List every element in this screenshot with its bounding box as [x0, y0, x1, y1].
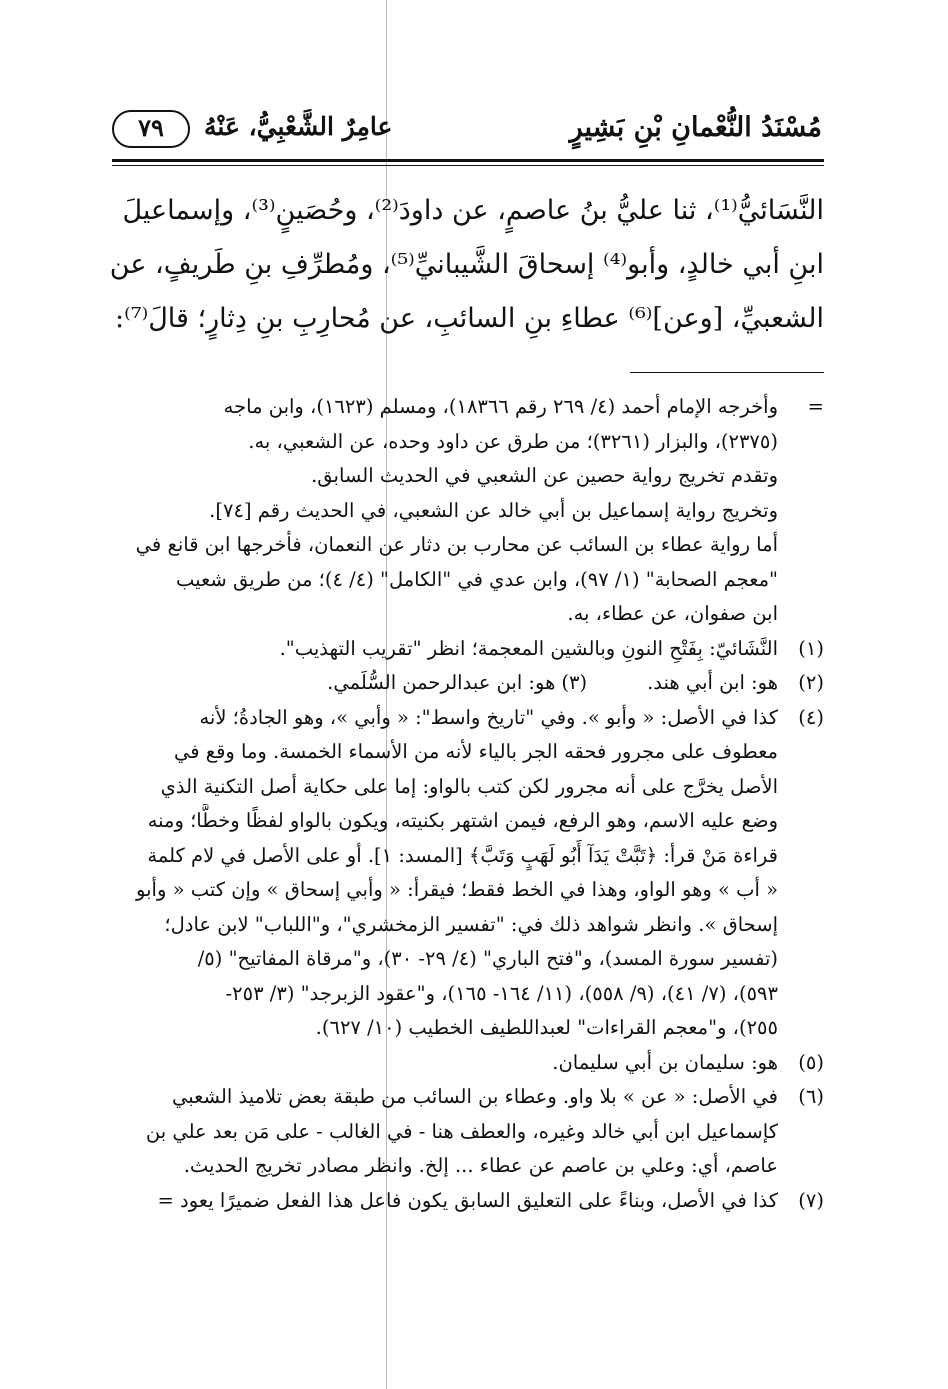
footnote-mark: (٥) — [798, 1050, 824, 1074]
footnote-5 — [112, 1046, 824, 1081]
footnote-line: وأخرجه الإمام أحمد (٤/ ٢٦٩ رقم ١٨٣٦٦)، ومسلم (١٦٢٣)، وابن ماجه — [223, 395, 778, 418]
chapter-title: عامِرٌ الشَّعْبِيُّ، عَنْهُ — [204, 112, 393, 141]
footnote-line: « أب » وهو الواو، وهذا في الخط فقط؛ فيقرأ: « وأبي إسحاق » وإن كتب « وأبو — [136, 878, 778, 901]
footnote-line: في الأصل: « عن » بلا واو. وعطاء بن السائب من طبقة بعض تلاميذ الشعبي — [171, 1085, 778, 1108]
footnote-line: (٢٣٧٥)، والبزار (٣٢٦١)؛ من طرق عن داود وحده، عن الشعبي، به. — [248, 429, 778, 453]
footnote-mark: (٢) — [798, 671, 824, 694]
footnote-separator — [630, 372, 824, 373]
footnote-mark: (٦) — [798, 1085, 824, 1108]
main-text-line: ابنِ أبي خالدٍ، وأبو⁽⁴⁾ إسحاقَ الشَّيبانيِّ⁽⁵⁾، ومُطرِّفِ بنِ طَريفٍ، عن — [109, 249, 824, 280]
footnote-mark: = — [807, 395, 824, 418]
footnote-line: الأصل يخرَّج على أنه مجرور لكن كتب بالواو: إما على حكاية أصل التكنية الذي — [160, 774, 778, 798]
footnote-line: إسحاق ». وانظر شواهد ذلك في: "تفسير الزمخشري"، و"اللباب" لابن عادل؛ — [164, 912, 778, 936]
footnote-7 — [112, 1184, 824, 1219]
footnote-line: ٥٩٣)، (٧/ ٤١)، (٩/ ٥٥٨)، (١١/ ١٦٤- ١٦٥)، و"عقود الزبرجد" (٣/ ٢٥٣- — [225, 981, 778, 1005]
running-header — [112, 100, 822, 162]
footnote-line: وتخريج رواية إسماعيل بن أبي خالد عن الشعبي، في الحديث رقم [٧٤]. — [209, 498, 778, 522]
footnote-line: هو: سليمان بن أبي سليمان. — [552, 1050, 778, 1074]
footnote-mark: (٧) — [798, 1188, 824, 1212]
footnote-line: (تفسير سورة المسد)، و"فتح الباري" (٤/ ٢٩- ٣٠)، و"مرقاة المفاتيح" (٥/ — [197, 947, 778, 970]
footnote-6 — [112, 1080, 824, 1184]
footnote-line: كذا في الأصل، وبناءً على التعليق السابق يكون فاعل هذا الفعل ضميرًا يعود = — [157, 1188, 778, 1212]
footnote-continuation — [112, 390, 824, 632]
footnote-line: ابن صفوان، عن عطاء، به. — [567, 602, 778, 625]
footnote-line: معطوف على مجرور فحقه الجر بالياء لأنه من الأسماء الخمسة. وما وقع في — [173, 740, 778, 763]
footnote-line: ٢٥٥)، و"معجم القراءات" لعبداللطيف الخطيب (١٠/ ٦٢٧). — [315, 1016, 778, 1039]
footnote-2-3 — [112, 666, 824, 701]
footnote-3 — [327, 666, 587, 701]
footnote-line: أما رواية عطاء بن السائب عن محارب بن دثار عن النعمان، فأخرجها ابن قانع في — [135, 533, 778, 556]
footnote-line: كإسماعيل ابن أبي خالد وغيره، والعطف هنا - في الغالب - على مَن بعد علي بن — [145, 1119, 778, 1143]
footnote-line: عاصم، أي: وعلي بن عاصم عن عطاء ... إلخ. وانظر مصادر تخريج الحديث. — [183, 1154, 778, 1177]
footnote-mark: (٣) — [561, 671, 588, 694]
footnote-4 — [112, 701, 824, 1046]
footnote-line: النَّشَائيّ: بِفَتْحِ النونِ وبالشين المعجمة؛ انظر "تقريب التهذيب". — [279, 636, 778, 660]
footnote-line: "معجم الصحابة" (١/ ٩٧)، وابن عدي في "الكامل" (٤/ ٤)؛ من طريق شعيب — [175, 567, 778, 591]
footnote-line: وتقدم تخريج رواية حصين عن الشعبي في الحديث السابق. — [311, 464, 778, 487]
footnote-mark: (١) — [798, 636, 824, 660]
footnote-line: قراءة مَنْ قرأ: ﴿تَبَّتْ يَدَآ أَبُو لَهَبٍ وَتَبَّ﴾ [المسد: ١]. أو على الأصل في لام كلمة — [147, 843, 778, 867]
main-text-line: الشعبيِّ، [وعن]⁽⁶⁾ عطاءِ بنِ السائبِ، عن مُحارِبِ بنِ دِثارٍ؛ قالَ⁽⁷⁾: — [115, 303, 824, 334]
page-number-badge: ٧٩ — [112, 110, 190, 148]
header-rule-thick — [112, 159, 824, 162]
hadith-isnad-text — [109, 184, 824, 346]
footnote-1 — [112, 632, 824, 667]
footnote-line: وضع عليه الاسم، وهو الرفع، فيمن اشتهر بكنيته، ويكون بالواو لفظًا وخطًّا؛ ومنه — [147, 809, 778, 832]
main-text-line: النَّسَائيُّ⁽¹⁾، ثنا عليُّ بنُ عاصمٍ، عن داودَ⁽²⁾، وحُصَينٍ⁽³⁾، وإسماعيلَ — [122, 195, 824, 226]
footnote-2-text: هو: ابن أبي هند. — [647, 671, 778, 694]
footnote-line: كذا في الأصل: « وأبو ». وفي "تاريخ واسط": « وأبي »، وهو الجادةُ؛ لأنه — [199, 705, 778, 729]
book-title: مُسْنَدُ النُّعْمانِ بْنِ بَشِيرٍ — [569, 112, 822, 143]
footnote-3-text: هو: ابن عبدالرحمن السُّلَمي. — [327, 671, 556, 694]
footnotes — [112, 390, 824, 1218]
header-rule-thin — [112, 165, 824, 166]
footnote-mark: (٤) — [798, 705, 824, 729]
